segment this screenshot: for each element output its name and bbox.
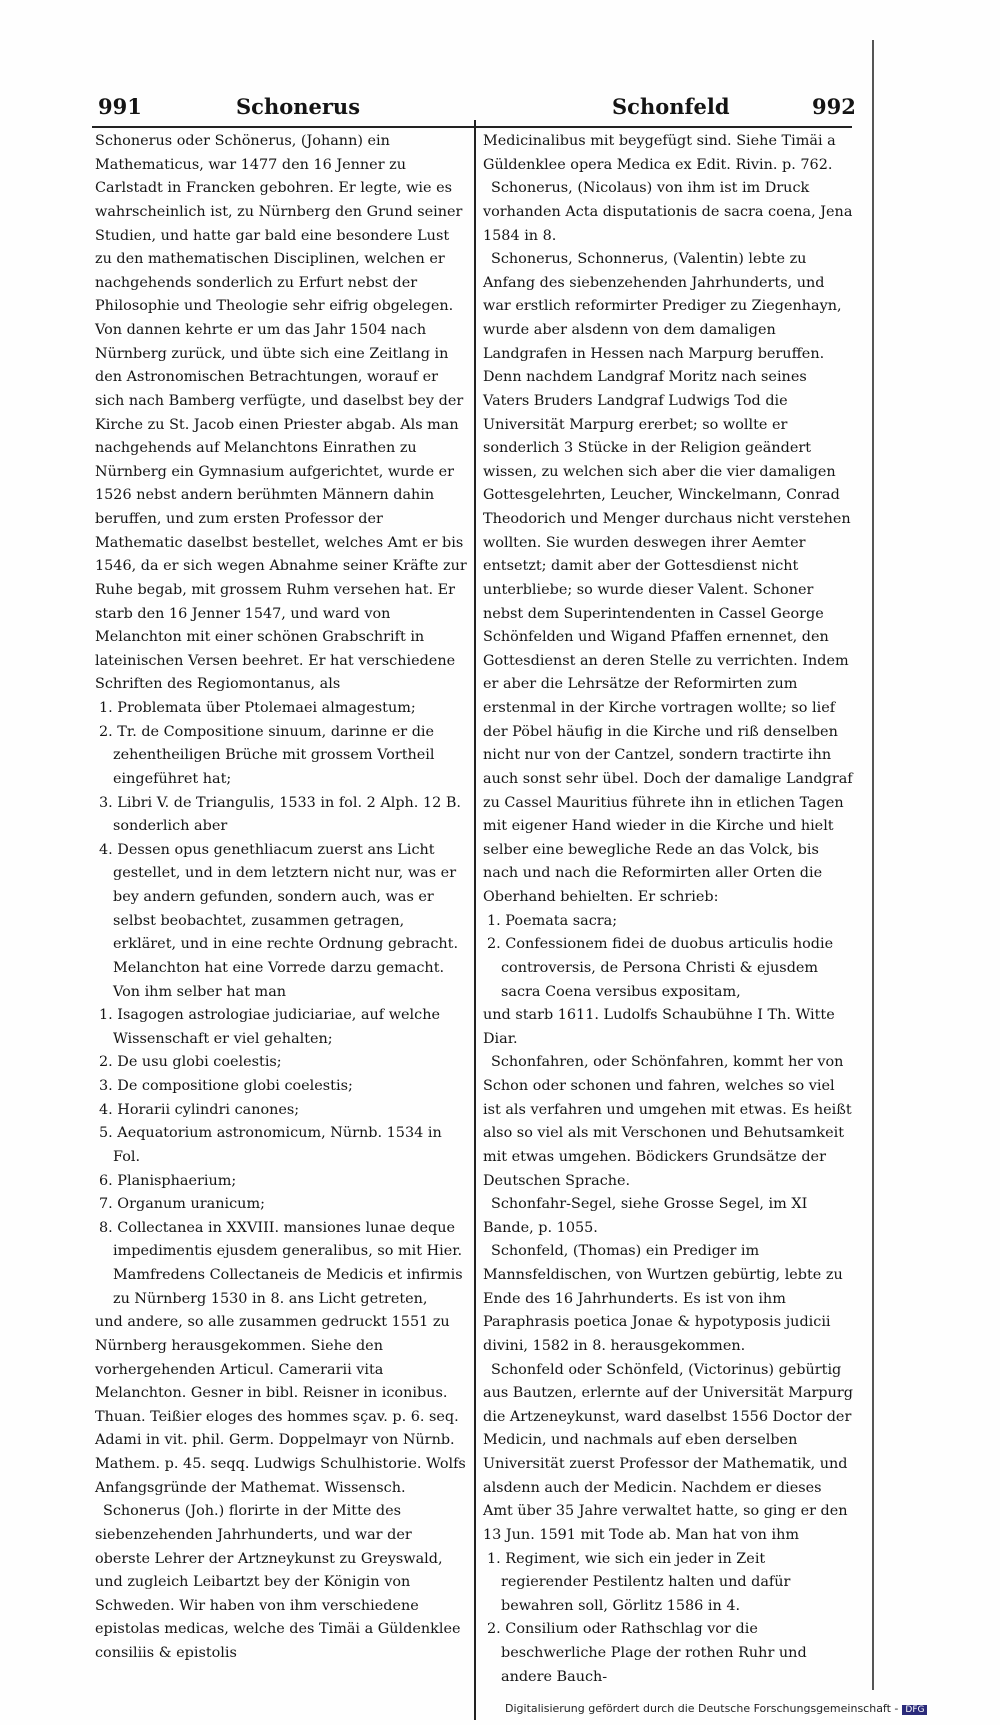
paragraph: Schonfeld oder Schönfeld, (Victorinus) gebürtig aus Bautzen, erlernte auf der Universität Marpurg die Artzeneykunst, ward daselbst 1556 Doctor der Medicin, und nachmals auf eben derselben Universität zuerst Professor der Mathematik, und alsdenn auch der Medicin. Nachdem er dieses Amt über 35 Jahre verwaltet hatte, so ging er den 13 Jun. 1591 mit Tode ab. Man hat von ihm bbox=[483, 1361, 853, 1543]
footer-credit bbox=[505, 1702, 927, 1715]
left-column bbox=[95, 130, 467, 1666]
list-entry: 2. Consilium oder Rathschlag vor die beschwerliche Plage der rothen Ruhr und andere Bauch- bbox=[487, 1621, 807, 1685]
paragraph: und andere, so alle zusammen gedruckt 1551 zu Nürnberg herausgekommen. Siehe den vorhergehenden Articul. Camerarii vita Melanchton. Gesner in bibl. Reisner in iconibus. Thuan. Teißier eloges des hommes sçav. p. 6. seq. Adami in vit. phil. Germ. Doppelmayr von Nürnb. Mathem. p. 45. seqq. Ludwigs Schulhistorie. Wolfs Anfangsgründe der Mathemat. Wissensch. bbox=[95, 1314, 466, 1496]
right-column bbox=[483, 130, 853, 1689]
list-entry: 5. Aequatorium astronomicum, Nürnb. 1534 in Fol. bbox=[99, 1125, 442, 1165]
list-entry: 3. Libri V. de Triangulis, 1533 in fol. 2 Alph. 12 B. sonderlich aber bbox=[99, 794, 461, 835]
paragraph: und starb 1611. Ludolfs Schaubühne I Th. Witte Diar. bbox=[483, 1007, 835, 1047]
list-entry: 2. Confessionem fidei de duobus articulis hodie controversis, de Persona Christi & ejusdem sacra Coena versibus expositam, bbox=[487, 936, 834, 1000]
footer-text: Digitalisierung gefördert durch die Deutsche Forschungsgemeinschaft - bbox=[505, 1702, 899, 1715]
list-entry: 7. Organum uranicum; bbox=[99, 1196, 265, 1213]
right-page-number: 992 bbox=[812, 94, 856, 119]
left-page-number: 991 bbox=[98, 94, 142, 119]
list-entry: 8. Collectanea in XXVIII. mansiones lunae deque impedimentis ejusdem generalibus, so mit Hier. Mamfredens Collectaneis de Medicis et infirmis zu Nürnberg 1530 in 8. ans Licht getreten, bbox=[99, 1219, 463, 1307]
list-entry: 1. Regiment, wie sich ein jeder in Zeit regierender Pestilentz halten und dafür bewahren soll, Görlitz 1586 in 4. bbox=[487, 1550, 791, 1614]
list-entry: 1. Problemata über Ptolemaei almagestum; bbox=[99, 700, 416, 716]
paragraph: Schonfeld, (Thomas) ein Prediger im Mannsfeldischen, von Wurtzen gebürtig, lebte zu Ende des 16 Jahrhunderts. Es ist von ihm Paraphrasis poetica Jonae & hypotyposis judicii divini, 1582 in 8. herausgekommen. bbox=[483, 1243, 843, 1354]
paragraph: Medicinalibus mit beygefügt sind. Siehe Timäi a Güldenklee opera Medica ex Edit. Rivin. p. 762. bbox=[483, 133, 836, 173]
page-edge-line bbox=[872, 40, 874, 1690]
list-entry: 1. Poemata sacra; bbox=[487, 912, 618, 929]
list-entry: 4. Dessen opus genethliacum zuerst ans Licht gestellet, und in dem letztern nicht nur, was er bey andern gefunden, sondern auch, was er selbst beobachtet, zusammen getragen, erkläret, und in eine rechte Ordnung gebracht. Melanchton hat eine Vorrede darzu gemacht. Von ihm selber hat man bbox=[99, 841, 459, 1000]
dfg-logo: DFG bbox=[902, 1705, 927, 1715]
list-entry: 2. Tr. de Compositione sinuum, darinne er die zehentheiligen Brüche mit grossem Vortheil eingeführet hat; bbox=[99, 723, 435, 787]
column-divider bbox=[474, 120, 476, 1720]
left-running-title: Schonerus bbox=[236, 94, 361, 119]
list-entry: 6. Planisphaerium; bbox=[99, 1172, 237, 1189]
list-entry: 4. Horarii cylindri canones; bbox=[99, 1101, 300, 1118]
paragraph: Schonerus oder Schönerus, (Johann) ein Mathematicus, war 1477 den 16 Jenner zu Carlstadt in Francken gebohren. Er legte, wie es wahrscheinlich ist, zu Nürnberg den Grund seiner Studien, und hatte gar bald eine besondere Lust zu den mathematischen Disciplinen, welchen er nachgehends sonderlich zu Erfurt nebst der Philosophie und Theologie sehr eifrig obgelegen. Von dannen kehrte er um das Jahr 1504 nach Nürnberg zurück, und übte sich eine Zeitlang in den Astronomischen Betrachtungen, worauf er sich nach Bamberg verfügte, und daselbst bey der Kirche zu St. Jacob einen Priester abgab. Als man nachgehends auf Melanchtons Einrathen zu Nürnberg ein Gymnasium aufgerichtet, wurde er 1526 nebst andern berühmten Männern dahin beruffen, und zum ersten Professor der Mathematic daselbst bestellet, welches Amt er bis 1546, da er sich wegen Abnahme seiner Kräfte zur Ruhe begab, mit grossem Ruhm versehen hat. Er starb den 16 Jenner 1547, und ward von Melanchton mit einer schönen Grabschrift in lateinischen Versen beehret. Er hat verschiedene Schriften des Regiomontanus, als bbox=[95, 133, 467, 693]
paragraph: Schonfahr-Segel, siehe Grosse Segel, im XI Bande, p. 1055. bbox=[483, 1196, 808, 1236]
list-entry: 2. De usu globi coelestis; bbox=[99, 1054, 282, 1071]
paragraph: Schonerus (Joh.) florirte in der Mitte des siebenzehenden Jahrhunderts, und war der oberste Lehrer der Artzneykunst zu Greyswald, und zugleich Leibartzt bey der Königin von Schweden. Wir haben von ihm verschiedene epistolas medicas, welche des Timäi a Güldenklee consiliis & epistolis bbox=[95, 1503, 461, 1661]
list-entry: 3. De compositione globi coelestis; bbox=[99, 1078, 353, 1094]
paragraph: Schonfahren, oder Schönfahren, kommt her von Schon oder schonen und fahren, welches so viel ist als verfahren und umgehen mit etwas. Es heißt also so viel als mit Verschonen und Behutsamkeit mit etwas umgehen. Bödickers Grundsätze der Deutschen Sprache. bbox=[483, 1054, 852, 1189]
paragraph: Schonerus, (Nicolaus) von ihm ist im Druck vorhanden Acta disputationis de sacra coena, Jena 1584 in 8. bbox=[483, 180, 853, 244]
header-rule bbox=[92, 126, 852, 128]
paragraph: Schonerus, Schonnerus, (Valentin) lebte zu Anfang des siebenzehenden Jahrhunderts, und war erstlich reformirter Prediger zu Ziegenhayn, wurde aber alsdenn von dem damaligen Landgrafen in Hessen nach Marpurg beruffen. Denn nachdem Landgraf Moritz nach seines Vaters Bruders Landgraf Ludwigs Tod die Universität Marpurg ererbet; so wollte er sonderlich 3 Stücke in der Religion geändert wissen, zu welchen sich aber die vier damaligen Gottesgelehrten, Leucher, Winckelmann, Conrad Theodorich und Menger durchaus nicht verstehen wollten. Sie wurden deswegen ihrer Aemter entsetzt; damit aber der Gottesdienst nicht unterbliebe; so wurde dieser Valent. Schoner nebst dem Superintendenten in Cassel George Schönfelden und Wigand Pfaffen ernennet, den Gottesdienst an deren Stelle zu verrichten. Indem er aber die Lehrsätze der Reformirten zum erstenmal in der Kirche vortragen wollte; so lief der Pöbel häufig in die Kirche und riß denselben nicht nur von der Cantzel, sondern tractirte ihn auch sonst sehr übel. Doch der damalige Landgraf zu Cassel Mauritius führete ihn in etlichen Tagen mit eigener Hand wieder in die Kirche und hielt selber eine bewegliche Rede an das Volck, bis nach und nach die Reformirten aller Orten die Oberhand behielten. Er schrieb: bbox=[483, 251, 853, 905]
list-entry: 1. Isagogen astrologiae judiciariae, auf welche Wissenschaft er viel gehalten; bbox=[99, 1007, 440, 1047]
right-running-title: Schonfeld bbox=[612, 94, 730, 119]
